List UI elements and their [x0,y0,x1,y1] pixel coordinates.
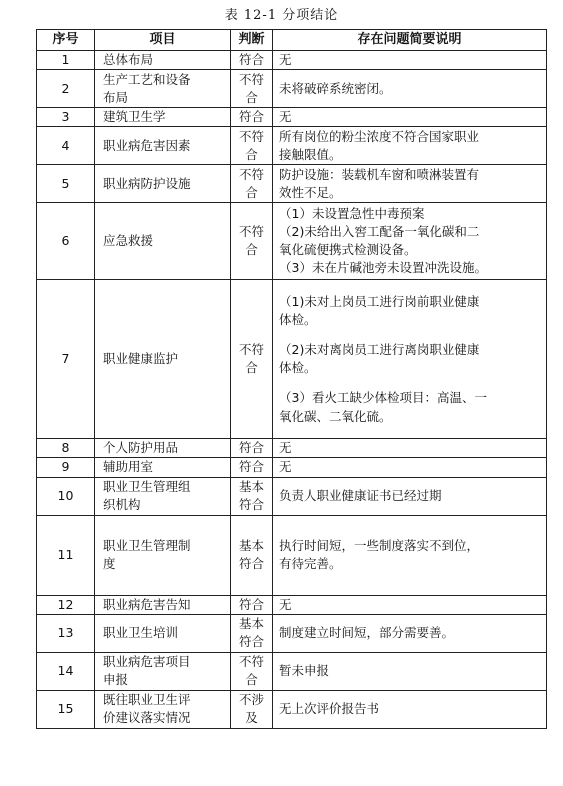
row-issue-description-line: 制度建立时间短，部分需要善。 [279,625,455,641]
row-item [95,280,231,439]
row-judgement-line: 符合 [238,634,264,650]
row-issue-description [273,439,547,458]
row-serial-number: 8 [37,439,95,458]
row-issue-description-line: 氧化硫便携式检测设备。 [279,242,417,258]
header-issue-description: 存在问题简要说明 [273,30,547,51]
row-serial-number: 2 [37,70,95,108]
row-issue-description [273,458,547,477]
table-row [37,515,547,595]
row-serial-number: 12 [37,595,95,614]
row-judgement-line: 不涉 [238,692,264,707]
row-issue-description [273,203,547,280]
table-row [37,280,547,439]
table-row [37,477,547,515]
row-serial-number: 11 [37,515,95,595]
row-issue-description-line: 未将破碎系统密闭。 [279,80,392,96]
row-item-line: 职业病危害因素 [103,137,191,153]
header-row [37,30,547,51]
row-serial-number: 5 [37,165,95,203]
row-serial-number: 3 [37,108,95,127]
row-serial-number: 14 [37,652,95,690]
row-item [95,652,231,690]
row-judgement-line: 不符 [238,342,264,358]
row-judgement-line: 基本 [238,478,264,494]
row-issue-description-line: 无 [279,459,292,475]
row-issue-description-line: 无 [279,52,292,67]
row-issue-description-line: 无上次评价报告书 [279,701,380,717]
row-item-line: 职业卫生培训 [103,625,179,641]
row-issue-description-line: 无 [279,596,292,612]
table-row [37,127,547,165]
row-issue-description-line: 体检。 [279,312,317,327]
row-issue-description [273,515,547,595]
row-judgement-line: 符合 [238,109,264,125]
row-item [95,515,231,595]
row-item-line: 总体布局 [103,52,154,67]
row-issue-description [273,108,547,127]
row-item-line: 应急救援 [103,233,154,249]
header-serial-number: 序号 [37,30,95,51]
row-judgement-line: 符合 [238,556,264,571]
row-issue-description-line: （1）未设置急性中毒预案 [279,206,425,221]
row-judgement-line: 符合 [238,459,264,475]
row-judgement [231,690,273,728]
row-item-line: 辅助用室 [103,459,154,475]
row-serial-number: 6 [37,203,95,280]
row-judgement-line: 合 [245,146,258,162]
row-item-line: 价建议落实情况 [103,710,191,726]
row-issue-description [273,595,547,614]
row-judgement-line: 及 [245,710,258,726]
row-serial-number: 7 [37,280,95,439]
row-issue-description [273,70,547,108]
row-item-line: 既往职业卫生评 [103,692,191,707]
row-judgement-line: 合 [245,242,258,258]
row-issue-description [273,280,547,439]
table-row [37,51,547,70]
table-row [37,595,547,614]
row-item [95,477,231,515]
row-item [95,203,231,280]
row-judgement-line: 符合 [238,596,264,612]
row-issue-description-line: 无 [279,109,292,125]
table-row [37,458,547,477]
row-item [95,108,231,127]
table-body [37,51,547,729]
row-item-line: 建筑卫生学 [103,109,166,125]
row-serial-number: 10 [37,477,95,515]
row-issue-description [273,690,547,728]
row-item-line: 织机构 [103,497,141,512]
row-issue-description-line: 无 [279,440,292,456]
table-row [37,690,547,728]
table-row [37,614,547,652]
row-item-line: 职业卫生管理制 [103,537,191,553]
row-judgement-line: 合 [245,89,258,105]
conclusion-table [36,29,547,729]
row-issue-description [273,652,547,690]
row-judgement-line: 不符 [238,654,264,669]
row-issue-description-line: 负责人职业健康证书已经过期 [279,487,442,503]
row-serial-number: 4 [37,127,95,165]
row-issue-description-line: 防护设施：装载机车窗和喷淋装置有 [279,166,480,182]
table-row [37,108,547,127]
row-judgement-line: 合 [245,672,258,688]
row-item-line: 生产工艺和设备 [103,71,191,87]
row-item-line: 申报 [103,672,129,688]
row-judgement [231,595,273,614]
header-item: 项目 [95,30,231,51]
row-serial-number: 9 [37,458,95,477]
row-judgement-line: 不符 [238,224,264,240]
row-issue-description [273,127,547,165]
row-judgement-line: 符合 [238,497,264,512]
row-item [95,614,231,652]
row-item-line: 职业病防护设施 [103,175,191,191]
row-item-line: 职业卫生管理组 [103,478,191,494]
row-judgement-line: 基本 [238,616,264,631]
row-item-line: 个人防护用品 [103,440,179,456]
row-item [95,439,231,458]
row-item [95,127,231,165]
row-judgement-line: 合 [245,360,258,376]
table-row [37,203,547,280]
row-judgement [231,458,273,477]
row-judgement [231,127,273,165]
row-judgement [231,477,273,515]
row-serial-number: 13 [37,614,95,652]
table-row [37,70,547,108]
row-judgement-line: 基本 [238,537,264,553]
row-item-line: 度 [103,556,116,571]
row-serial-number: 1 [37,51,95,70]
row-item-line: 职业健康监护 [103,351,179,367]
row-issue-description-line: 接触限值。 [279,146,342,162]
row-issue-description-line: （2)未对离岗员工进行离岗职业健康 [279,342,480,358]
row-item [95,165,231,203]
row-item [95,51,231,70]
row-issue-description-line: （2)未给出入窖工配备一氧化碳和二 [279,224,480,240]
row-judgement-line: 不符 [238,166,264,182]
row-judgement [231,280,273,439]
row-issue-description-line: （1)未对上岗员工进行岗前职业健康 [279,293,480,309]
row-issue-description-line: 体检。 [279,360,317,376]
row-judgement [231,203,273,280]
row-serial-number: 15 [37,690,95,728]
table-row [37,652,547,690]
table-caption: 表 12-1 分项结论 [224,8,339,23]
row-judgement [231,515,273,595]
row-issue-description [273,477,547,515]
row-item-line: 职业病危害告知 [103,596,191,612]
row-judgement [231,51,273,70]
row-issue-description-line: （3）未在片碱池旁未设置冲洗设施。 [279,260,487,276]
row-issue-description-line: 有待完善。 [279,556,342,571]
row-judgement [231,614,273,652]
table-header [37,30,547,51]
row-issue-description-line: 氧化碳、二氧化硫。 [279,408,392,424]
table-row [37,439,547,458]
row-judgement-line: 合 [245,184,258,200]
row-item [95,70,231,108]
row-issue-description-line: 所有岗位的粉尘浓度不符合国家职业 [279,128,480,144]
row-judgement [231,439,273,458]
table-row [37,165,547,203]
row-judgement [231,165,273,203]
row-judgement-line: 不符 [238,128,264,144]
row-item [95,595,231,614]
row-issue-description-line: 暂未申报 [279,663,330,679]
row-item-line: 职业病危害项目 [103,654,191,669]
row-issue-description [273,614,547,652]
row-item-line: 布局 [103,89,129,105]
row-issue-description [273,165,547,203]
header-judgement: 判断 [231,30,273,51]
row-item [95,690,231,728]
row-judgement [231,652,273,690]
row-judgement-line: 符合 [238,52,264,67]
row-judgement [231,70,273,108]
row-judgement-line: 不符 [238,71,264,87]
row-item [95,458,231,477]
row-issue-description-line: （3）看火工缺少体检项目：高温、一 [279,390,487,406]
row-issue-description [273,51,547,70]
row-issue-description-line: 效性不足。 [279,184,342,200]
row-judgement [231,108,273,127]
row-judgement-line: 符合 [238,440,264,456]
row-issue-description-line: 执行时间短，一些制度落实不到位， [279,537,480,553]
